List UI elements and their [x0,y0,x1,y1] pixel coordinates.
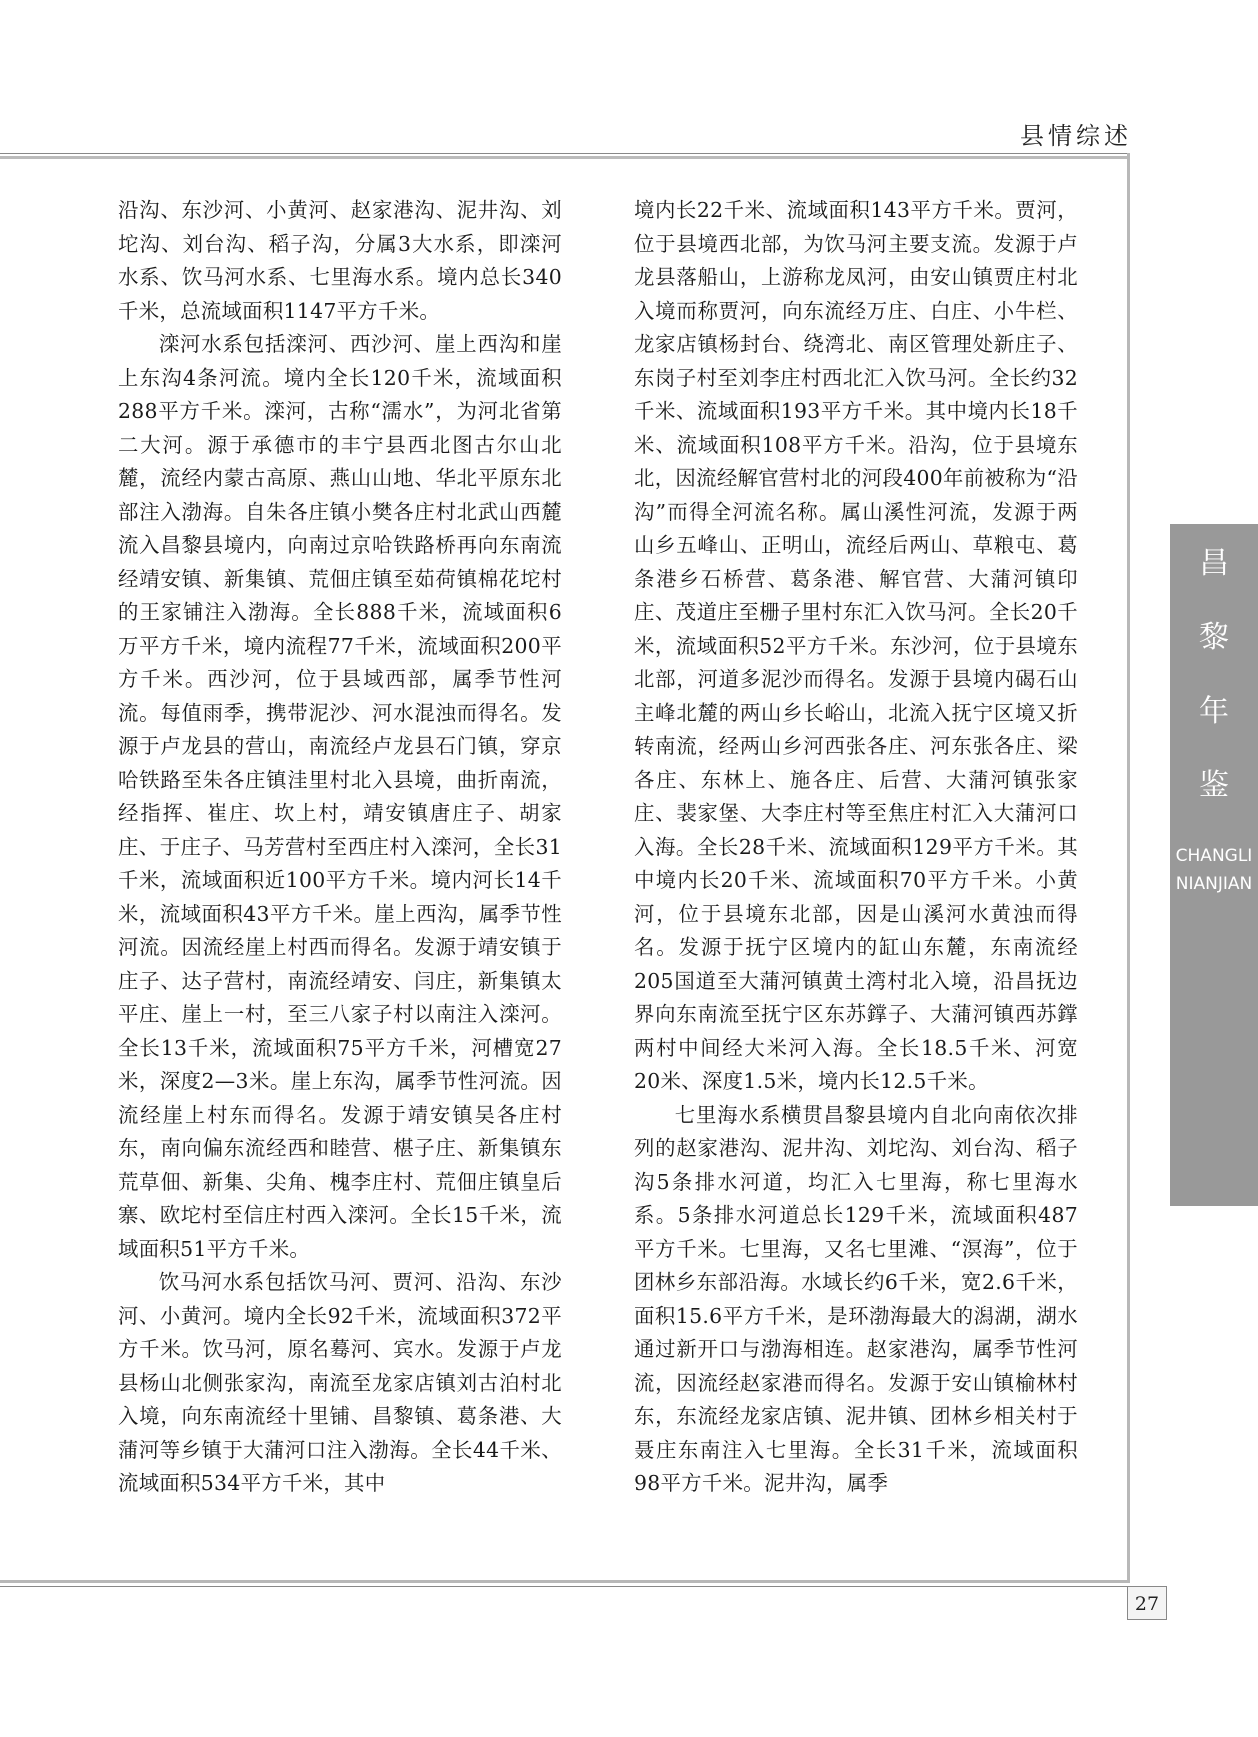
side-tab-char: 黎 [1199,620,1229,655]
side-tab-char: 昌 [1199,546,1229,581]
paragraph: 饮马河水系包括饮马河、贾河、沿沟、东沙河、小黄河。境内全长92千米，流域面积372平方千米。饮马河，原名蓦河、宾水。发源于卢龙县杨山北侧张家沟，南流至龙家店镇刘古泊村北入境，向东南流经十里铺、昌黎镇、葛条港、大蒲河等乡镇于大蒲河口注入渤海。全长44千米、流域面积534平方千米，其中 [118,1270,562,1495]
paragraph: 七里海水系横贯昌黎县境内自北向南依次排列的赵家港沟、泥井沟、刘坨沟、刘台沟、稻子沟5条排水河道，均汇入七里海，称七里海水系。5条排水河道总长129千米，流域面积487平方千米。七里海，又名七里滩、“溟海”，位于团林乡东部沿海。水域长约6千米，宽2.6千米，面积15.6平方千米，是环渤海最大的潟湖，湖水通过新开口与渤海相连。赵家港沟，属季节性河流，因流经赵家港而得名。发源于安山镇榆林村东，东流经龙家店镇、泥井镇、团林乡相关村于聂庄东南注入七里海。全长31千米，流域面积98平方千米。泥井沟，属季 [634,1102,1078,1495]
side-tab-latin: CHANGLINIANJIAN [1175,846,1253,894]
side-tab-char: 鉴 [1199,768,1229,803]
paragraph: 境内长22千米、流域面积143平方千米。贾河，位于县境西北部，为饮马河主要支流。发源于卢龙县落船山，上游称龙凤河，由安山镇贾庄村北入境而称贾河，向东流经万庄、白庄、小牛栏、龙家店镇杨封台、绕湾北、南区管理处新庄子、东岗子村至刘李庄村西北汇入饮马河。全长约32千米、流域面积193平方千米。其中境内长18千米、流域面积108平方千米。沿沟，位于县境东北，因流经解官营村北的河段400年前被称为“沿沟”而得全河流名称。属山溪性河流，发源于两山乡五峰山、正明山，流经后两山、草粮屯、葛条港乡石桥营、葛条港、解官营、大蒲河镇印庄、茂道庄至栅子里村东汇入饮马河。全长20千米，流域面积52平方千米。东沙河，位于县境东北部，河道多泥沙而得名。发源于县境内碣石山主峰北麓的两山乡长峪山，北流入抚宁区境又折转南流，经两山乡河西张各庄、河东张各庄、梁各庄、东林上、施各庄、后营、大蒲河镇张家庄、裴家堡、大李庄村等至焦庄村汇入大蒲河口入海。全长28千米、流域面积129平方千米。其中境内长20千米、流域面积70平方千米。小黄河，位于县境东北部，因是山溪河水黄浊而得名。发源于抚宁区境内的缸山东麓，东南流经205国道至大蒲河镇黄土湾村北入境，沿昌抚边界向东南流至抚宁区东苏鐣子、大蒲河镇西苏鐣两村中间经大米河入海。全长18.5千米、河宽20米、深度1.5米，境内长12.5千米。 [634,198,1078,1093]
frame-top-rule-inner [0,156,1130,159]
right-column [634,194,1078,1501]
frame-bottom-rule [0,1580,1130,1583]
frame-top-rule [0,153,1130,154]
left-column [118,194,562,1501]
page-number: 27 [1127,1586,1167,1620]
side-tab-char: 年 [1199,694,1229,729]
yearbook-side-tab [1170,524,1258,1206]
frame-right-rule [1127,153,1130,1583]
paragraph: 滦河水系包括滦河、西沙河、崖上西沟和崖上东沟4条河流。境内全长120千米，流域面积288平方千米。滦河，古称“濡水”，为河北省第二大河。源于承德市的丰宁县西北图古尔山北麓，流经内蒙古高原、燕山山地、华北平原东北部注入渤海。自朱各庄镇小樊各庄村北武山西麓流入昌黎县境内，向南过京哈铁路桥再向东南流经靖安镇、新集镇、荒佃庄镇至茹荷镇棉花坨村的王家铺注入渤海。全长888千米，流域面积6万平方千米，境内流程77千米，流域面积200平方千米。西沙河，位于县域西部，属季节性河流。每值雨季，携带泥沙、河水混浊而得名。发源于卢龙县的营山，南流经卢龙县石门镇，穿京哈铁路至朱各庄镇洼里村北入县境，曲折南流，经指挥、崔庄、坎上村，靖安镇唐庄子、胡家庄、于庄子、马芳营村至西庄村入滦河，全长31千米，流域面积近100平方千米。境内河长14千米，流域面积43平方千米。崖上西沟，属季节性河流。因流经崖上村西而得名。发源于靖安镇于庄子、达子营村，南流经靖安、闫庄，新集镇太平庄、崖上一村，至三八家子村以南注入滦河。全长13千米，流域面积75平方千米，河槽宽27米，深度2—3米。崖上东沟，属季节性河流。因流经崖上村东而得名。发源于靖安镇吴各庄村东，南向偏东流经西和睦营、椹子庄、新集镇东荒草佃、新集、尖角、槐李庄村、荒佃庄镇皇后寨、欧坨村至信庄村西入滦河。全长15千米，流域面积51平方千米。 [118,332,562,1261]
section-title: 县情综述 [1020,122,1132,150]
frame-bottom-rule-outer [0,1586,1130,1587]
paragraph: 沿沟、东沙河、小黄河、赵家港沟、泥井沟、刘坨沟、刘台沟、稻子沟，分属3大水系，即滦河水系、饮马河水系、七里海水系。境内总长340千米，总流域面积1147平方千米。 [118,198,562,323]
